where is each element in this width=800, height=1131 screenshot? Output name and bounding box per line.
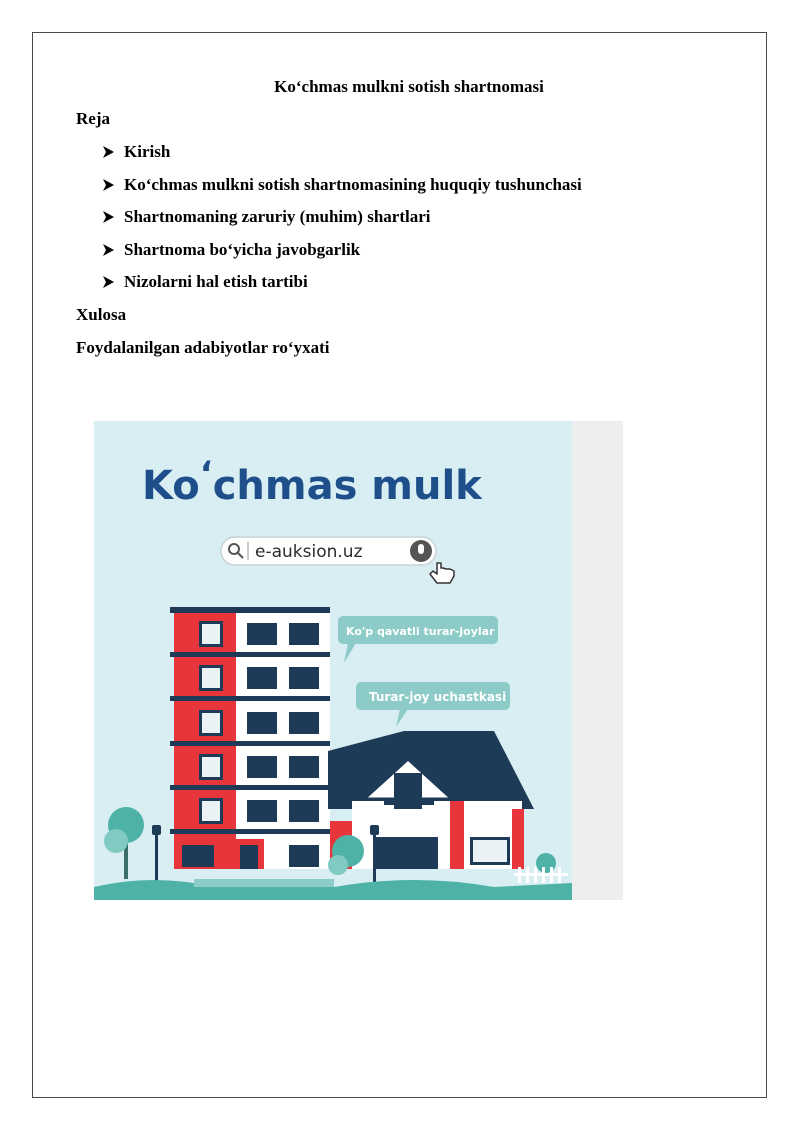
plan-item-label: Nizolarni hal etish tartibi [124,272,308,291]
conclusion-heading: Xulosa [76,305,127,324]
plan-item [102,207,430,227]
apartment-building [170,607,330,869]
plan-item [102,142,170,162]
search-bar [221,537,436,565]
plan-item-label: Kirish [124,142,171,161]
arrow-bullet-icon [102,178,124,192]
svg-text:Ko'p qavatli turar-joylar: Ko'p qavatli turar-joylar [346,625,495,638]
search-text: e-auksion.uz [255,542,363,562]
plan-item [102,272,308,292]
arrow-bullet-icon [102,243,124,257]
plan-item [102,175,582,195]
plan-item-label: Shartnomaning zaruriy (muhim) shartlari [124,207,431,226]
references-heading: Foydalanilgan adabiyotlar ro‘yxati [76,338,330,357]
microphone-icon [410,540,432,562]
headline-text: Ko‘chmas mulk [142,454,482,509]
plan-item-label: Ko‘chmas mulkni sotish shartnomasining huquqiy tushunchasi [124,175,582,194]
svg-text:Turar-joy uchastkasi: Turar-joy uchastkasi [369,690,507,704]
real-estate-illustration [94,421,623,900]
arrow-bullet-icon [102,210,124,224]
arrow-bullet-icon [102,275,124,289]
plan-item [102,240,360,260]
plan-item-label: Shartnoma bo‘yicha javobgarlik [124,240,361,259]
arrow-bullet-icon [102,145,124,159]
document-title: Ko‘chmas mulkni sotish shartnomasi [274,77,544,96]
plan-heading: Reja [76,109,110,128]
